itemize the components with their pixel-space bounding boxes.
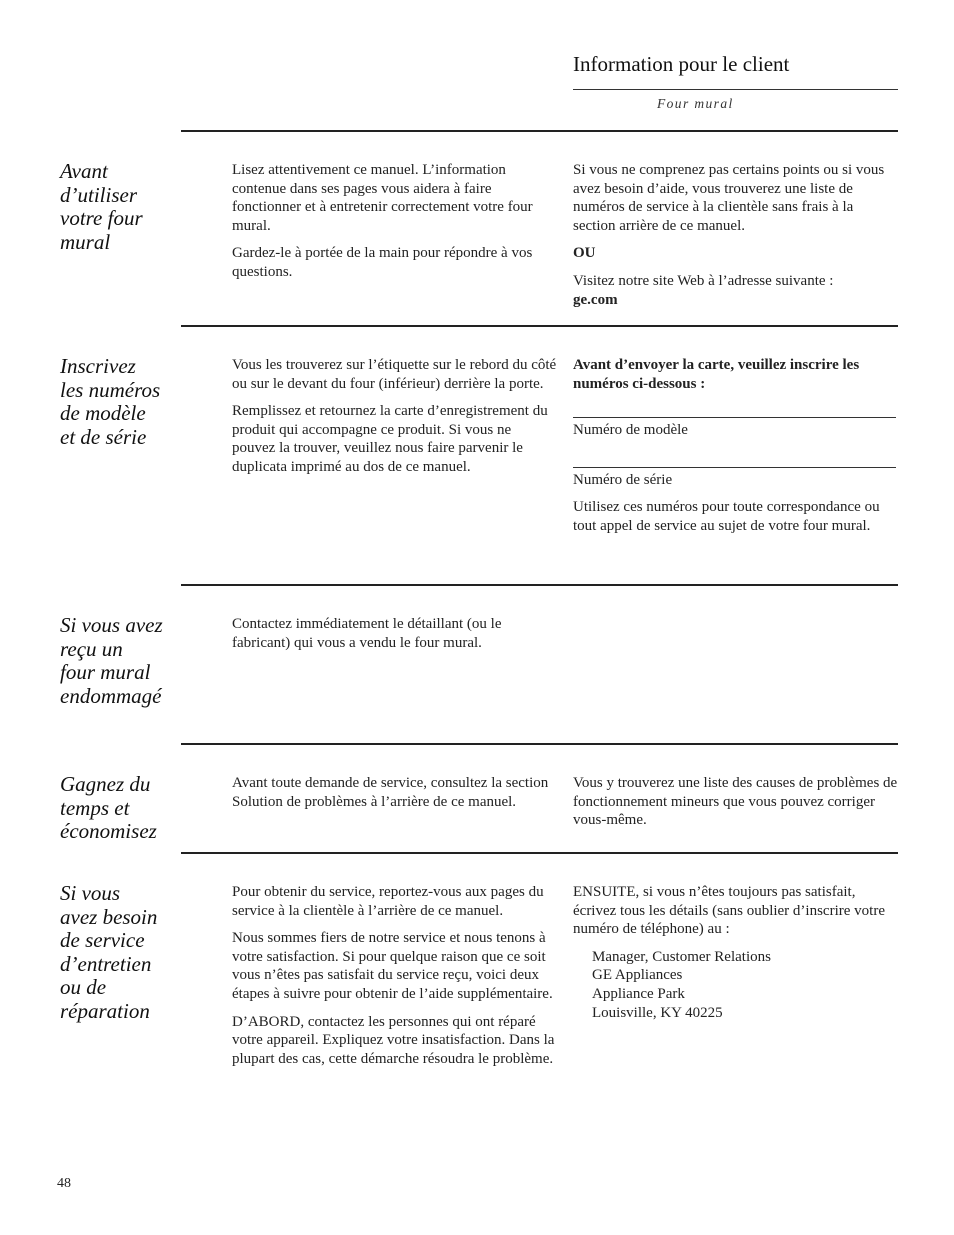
section-divider: [181, 852, 898, 854]
section-2-col-1: [232, 356, 557, 486]
paragraph: Pour obtenir du service, reportez-vous aux pages du service à la clientèle à l’arrière de ce manuel.: [232, 884, 544, 919]
heading-line: de service: [60, 928, 145, 952]
section-5-col-2: [573, 883, 898, 1022]
heading-line: mural: [60, 229, 111, 254]
mailing-address: [592, 948, 898, 1022]
page-subtitle: Four mural: [657, 96, 734, 111]
heading-line: d’utiliser: [60, 182, 137, 207]
serial-number-label: Numéro de série: [573, 471, 673, 488]
section-5-col-1: [232, 883, 557, 1077]
heading-line: four mural: [60, 660, 151, 684]
address-line: Manager, Customer Relations: [592, 948, 771, 965]
heading-line: Inscrivez: [60, 354, 136, 378]
section-2-col-2: [573, 356, 898, 545]
heading-line: endommagé: [60, 683, 162, 708]
section-4-col-1: [232, 774, 557, 820]
header-divider: [573, 89, 898, 90]
section-1-col-1: [232, 161, 557, 291]
page-number: 48: [57, 1176, 71, 1191]
paragraph: Avant toute demande de service, consultez la section Solution de problèmes à l’arrière de ce manuel.: [232, 775, 549, 810]
paragraph: Utilisez ces numéros pour toute correspondance ou tout appel de service au sujet de votre four mural.: [573, 499, 880, 534]
model-number-line: [573, 417, 896, 418]
section-heading-before-use: [60, 160, 180, 254]
paragraph: Vous les trouverez sur l’étiquette sur le rebord du côté ou sur le devant du four (inférieur) derrière la porte.: [232, 357, 557, 392]
paragraph: D’ABORD, contactez les personnes qui ont réparé votre appareil. Expliquez votre insatisfaction. Dans la plupart des cas, cette démarche résoudra le problème.: [232, 1013, 555, 1067]
address-line: Appliance Park: [592, 985, 685, 1002]
heading-line: et de série: [60, 424, 147, 449]
heading-line: ou de: [60, 975, 107, 999]
section-4-col-2: [573, 774, 898, 839]
paragraph: Avant d’envoyer la carte, veuillez inscrire les numéros ci-dessous :: [573, 357, 860, 392]
heading-line: Gagnez du: [60, 772, 151, 796]
heading-line: d’entretien: [60, 951, 152, 976]
paragraph: Vous y trouverez une liste des causes de problèmes de fonctionnement mineurs que vous pouvez corriger vous-même.: [573, 775, 898, 829]
heading-line: Si vous avez: [60, 613, 163, 637]
model-number-label: Numéro de modèle: [573, 422, 688, 439]
section-heading-need-service: [60, 882, 180, 1023]
section-divider: [181, 130, 898, 132]
section-divider: [181, 584, 898, 586]
heading-line: économisez: [60, 819, 157, 843]
heading-line: de modèle: [60, 401, 146, 425]
paragraph: Si vous ne comprenez pas certains points ou si vous avez besoin d’aide, vous trouverez une liste de numéros de service à la clientèle sans frais à la section arrière de ce manuel.: [573, 162, 885, 234]
paragraph: Gardez-le à portée de la main pour répondre à vos questions.: [232, 245, 533, 280]
paragraph: ENSUITE, si vous n’êtes toujours pas satisfait, écrivez tous les détails (sans oublier d’inscrire votre numéro de téléphone) au :: [573, 884, 885, 938]
serial-number-line: [573, 467, 896, 468]
section-heading-damaged: [60, 614, 180, 708]
heading-line: réparation: [60, 998, 150, 1023]
website-link: ge.com: [573, 291, 618, 308]
section-1-col-2: [573, 161, 898, 318]
heading-line: temps et: [60, 795, 130, 820]
heading-line: avez besoin: [60, 904, 158, 929]
section-heading-record-numbers: [60, 355, 180, 449]
address-line: GE Appliances: [592, 967, 683, 984]
page-title: Information pour le client: [573, 52, 790, 76]
section-divider: [181, 325, 898, 327]
section-heading-save-time: [60, 773, 180, 844]
heading-line: les numéros: [60, 377, 161, 402]
heading-line: Avant: [60, 159, 108, 183]
address-line: Louisville, KY 40225: [592, 1004, 723, 1021]
paragraph: Contactez immédiatement le détaillant (ou le fabricant) qui vous a vendu le four mural.: [232, 616, 502, 651]
paragraph: Nous sommes fiers de notre service et nous tenons à votre satisfaction. Si pour quelque raison que ce soit vous n’êtes pas satisfait du service reçu, voici deux étapes à suivre pour obtenir de l’aide supplémentaire.: [232, 930, 553, 1002]
section-divider: [181, 743, 898, 745]
section-3-col-1: [232, 615, 557, 661]
paragraph: Remplissez et retournez la carte d’enregistrement du produit qui accompagne ce produit. Si vous ne pouvez la trouver, veuillez nous faire parvenir le duplicata imprimé au dos de ce manuel.: [232, 403, 548, 475]
heading-line: Si vous: [60, 881, 121, 905]
heading-line: reçu un: [60, 636, 123, 661]
heading-line: votre four: [60, 206, 143, 230]
paragraph: Visitez notre site Web à l’adresse suivante :: [573, 272, 834, 289]
or-label: OU: [573, 245, 596, 262]
paragraph: Lisez attentivement ce manuel. L’information contenue dans ses pages vous aidera à faire fonctionner et à entretenir correctement votre four mural.: [232, 162, 533, 234]
